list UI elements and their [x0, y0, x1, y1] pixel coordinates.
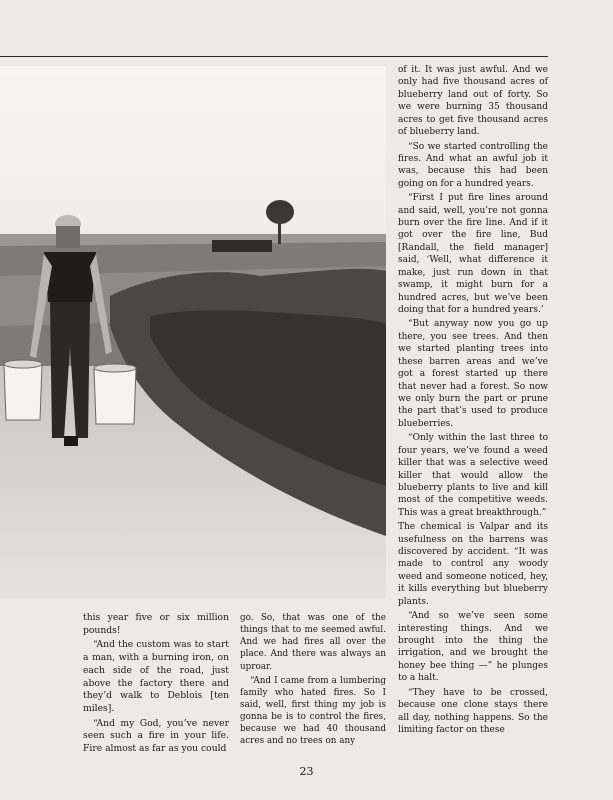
paragraph: “And I came from a lumbering family who hated fires. So I said, well, first thing my job is gonna be is to control the fires, because we had 40 thousand acres and no trees on any — [240, 675, 386, 747]
paragraph: of it. It was just awful. And we only had five thousand acres of blueberry land out of forty. So we were burning 35 thousand acres to get five thousand acres of blueberry land. — [398, 65, 548, 138]
text-column-middle — [240, 612, 386, 750]
paragraph: “So we started controlling the fires. And what an awful job it was, because this had been going on for a hundred years. — [398, 141, 548, 189]
text-column-right — [398, 64, 548, 738]
header-rule — [0, 56, 548, 57]
paragraph: “And the custom was to start a man, with a burning iron, on each side of the road, just above the factory there and they’d walk to Deblois [ten miles]. — [83, 639, 229, 714]
paragraph: “But anyway now you go up there, you see trees. And then we started planting trees into these barren areas and we’ve got a forest started up there that never had a forest. So now we only burn the part or prune the part that’s used to produce blueberries. — [398, 319, 548, 429]
photograph-worker-carrying-buckets — [0, 66, 386, 598]
paragraph: go. So, that was one of the things that to me seemed awful. And we had fires all over the place. And there was always an uproar. — [240, 613, 386, 672]
paragraph: this year five or six million pounds! — [83, 612, 229, 636]
text-column-left — [83, 612, 229, 758]
paragraph: “And my God, you’ve never seen such a fire in your life. Fire almost as far as you could — [83, 717, 229, 755]
paragraph: “Only within the last three to four years, we’ve found a weed killer that was a selective weed killer that would allow the blueberry plants to live and kill most of the competitive weeds. This was a great breakthrough.” — [398, 433, 548, 518]
page-number: 23 — [299, 765, 314, 778]
paragraph: “And so we’ve seen some interesting things. And we brought into the thing the irrigation, and we brought the honey bee thing —” he plunges to a halt. — [398, 611, 548, 684]
paragraph: “First I put fire lines around and said, well, you’re not gonna burn over the fire line. And if it got over the fire line, Bud [Randall, the field manager] said, ‘Well, what difference it make, just run down in that swamp, it might burn for a hundred acres, but we’ve been doing that for a hundred years.’ — [398, 193, 548, 316]
paragraph: “They have to be crossed, because one clone stays there all day, nothing happens. So the limiting factor on these — [398, 687, 548, 735]
paragraph: The chemical is Valpar and its usefulness on the barrens was discovered by accident. “It was made to control any woody weed and someone noticed, hey, it kills everything but blueberry plants. — [398, 522, 548, 607]
